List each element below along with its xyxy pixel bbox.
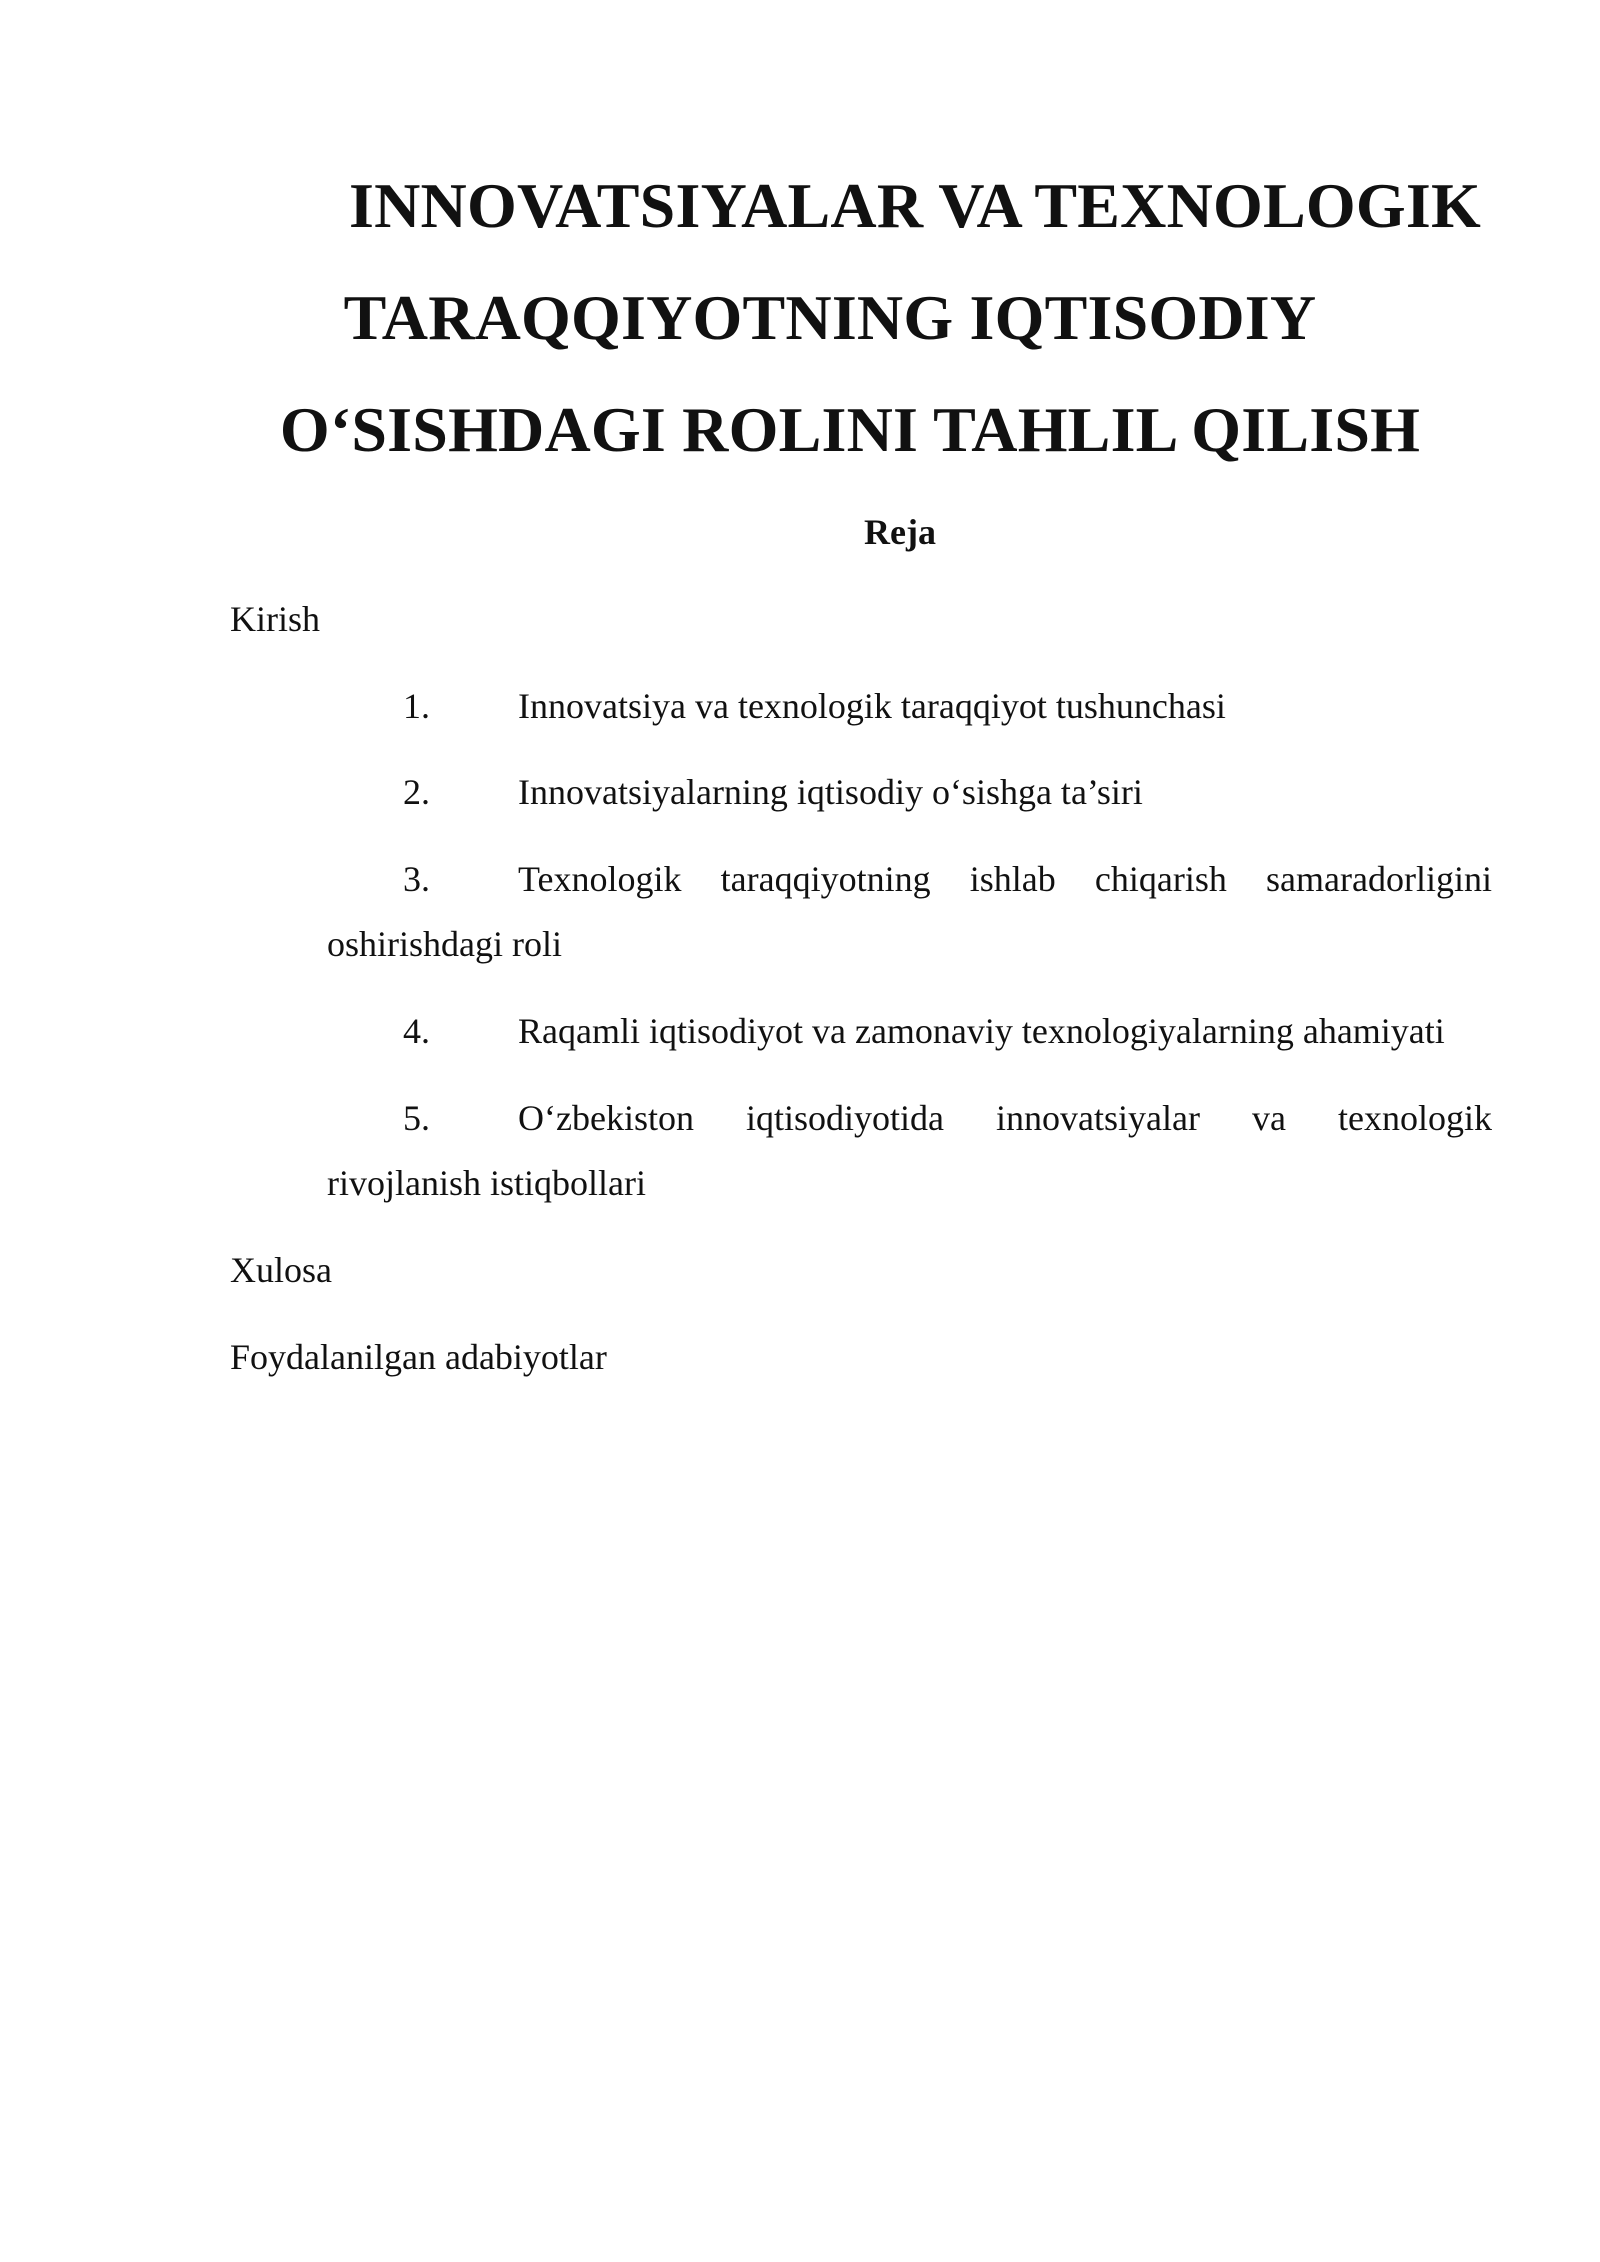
plan-item-number: 3. [403, 859, 430, 899]
plan-item-number: 1. [403, 686, 430, 726]
plan-item-text: Raqamli iqtisodiyot va zamonaviy texnologiyalarning ahamiyati [518, 1011, 1445, 1051]
plan-item-text [518, 852, 1492, 906]
plan-item-word: innovatsiyalar [996, 1098, 1200, 1138]
plan-conclusion: Xulosa [230, 1250, 332, 1290]
plan-item-text: Innovatsiya va texnologik taraqqiyot tushunchasi [518, 686, 1226, 726]
title-line-3: O‘SISHDAGI ROLINI TAHLIL QILISH [279, 394, 1421, 465]
plan-item-word: O‘zbekiston [518, 1098, 694, 1138]
plan-item-number: 4. [403, 1011, 430, 1051]
document-title [230, 150, 1490, 486]
plan-item-word: chiqarish [1094, 859, 1227, 899]
plan-item-word: iqtisodiyotida [745, 1098, 944, 1138]
plan-item-number: 5. [403, 1098, 430, 1138]
plan-item-continuation: rivojlanish istiqbollari [327, 1163, 646, 1203]
plan-item-word: Texnologik [518, 859, 682, 899]
plan-item-word: ishlab [969, 859, 1056, 899]
title-line-2: TARAQQIYOTNING IQTISODIY [343, 282, 1317, 353]
plan-item-word: va [1251, 1098, 1286, 1138]
plan-intro: Kirish [230, 599, 320, 639]
plan-item-word: samaradorligini [1266, 859, 1492, 899]
plan-item-text: Innovatsiyalarning iqtisodiy o‘sishga ta’siri [518, 772, 1143, 812]
plan-item-number: 2. [403, 772, 430, 812]
plan-item-text [518, 1091, 1492, 1145]
title-line-1: INNOVATSIYALAR VA TEXNOLOGIK [349, 170, 1481, 241]
plan-item-word: taraqqiyotning [720, 859, 931, 899]
plan-item-word: texnologik [1337, 1098, 1492, 1138]
plan-heading: Reja [864, 512, 936, 552]
plan-references: Foydalanilgan adabiyotlar [230, 1337, 607, 1377]
plan-item-continuation: oshirishdagi roli [327, 924, 562, 964]
